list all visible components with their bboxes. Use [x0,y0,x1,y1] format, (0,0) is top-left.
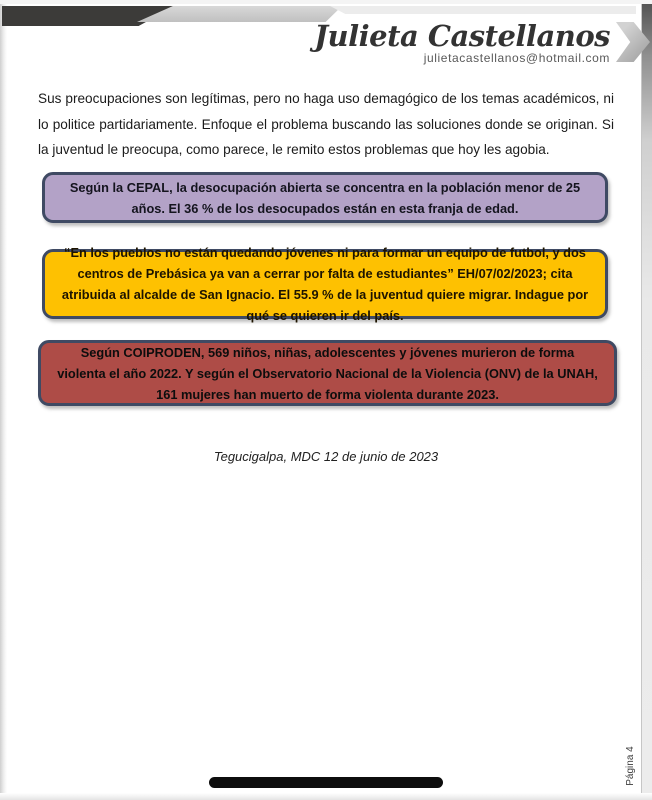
footer-bar [209,777,443,788]
sender-signature: Julieta Castellanos [314,19,610,53]
callout-cepal-text: Según la CEPAL, la desocupación abierta se concentra en la población menor de 25 años. El 36 % de los desocupados están en esta franja de edad. [69,179,581,216]
page-edge-right-line [641,0,642,800]
sender-email: julietacastellanos@hotmail.com [423,51,610,65]
page-number: Página 4 [625,746,636,786]
callout-violence-text: Según COIPRODEN, 569 niños, niñas, adolescentes y jóvenes murieron de forma violenta el año 2022. Y según el Observatorio Nacional de la Violencia (ONV) de la UNAH, 161 mujeres han muerto de forma violenta durante 2023. [57,344,598,402]
letterhead [314,20,610,65]
letterhead-dark-ribbon [2,6,175,26]
letter-paragraph: Sus preocupaciones son legítimas, pero no haga uso demagógico de los temas académicos, ni lo politice partidariamente. Enfoque el problema buscando las soluciones donde se originan. Si la juventud le preocupa, como parece, le remito estos problemas que hoy les agobia. [38,91,614,158]
page-edge-top [0,0,652,4]
page-edge-bottom [0,793,652,800]
page-edge-left [0,0,7,800]
callout-migration-quote [42,245,608,323]
callout-migration-text: “En los pueblos no están quedando jóvenes ni para formar un equipo de futbol, y dos centros de Prebásica ya van a cerrar por falta de estudiantes” EH/07/02/2023; cita atribuida al alcalde de San Ignacio. El 55.9 % de la juventud quiere migrar. Indague por qué se quieren ir del país. [61,245,589,323]
dateline: Tegucigalpa, MDC 12 de junio de 2023 [213,449,439,464]
letterhead-gray-ribbon [137,6,342,22]
callout-violence-deaths [38,340,617,406]
letterhead-light-ribbon [330,6,636,14]
page-edge-right [641,0,652,800]
callout-cepal-unemployment [42,172,608,223]
